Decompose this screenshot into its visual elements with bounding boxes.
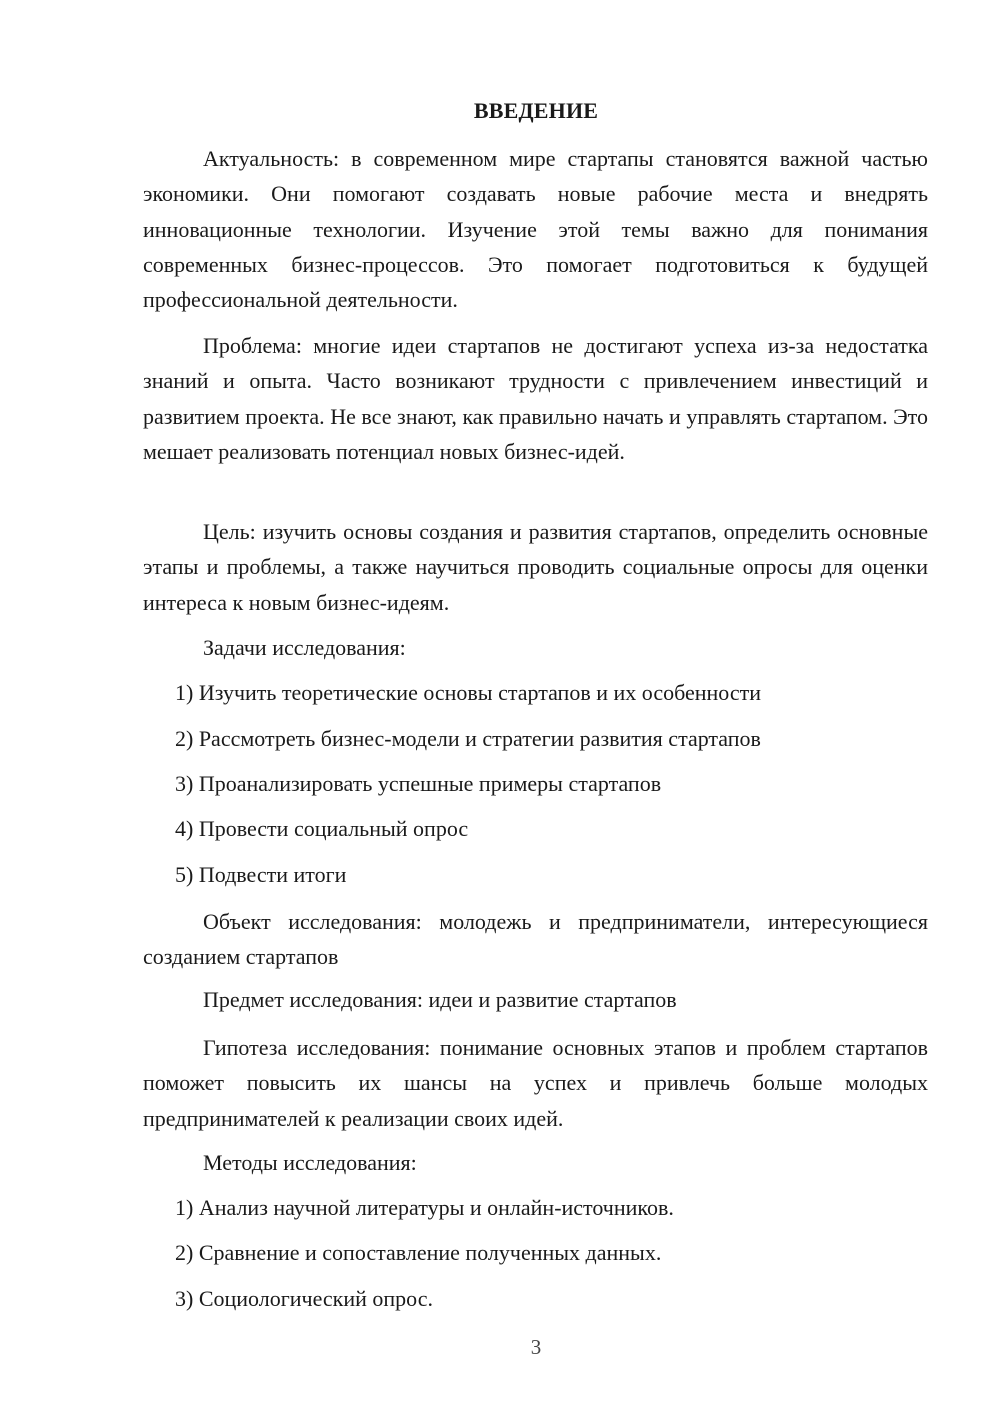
- method-item: 2) Сравнение и сопоставление полученных данных.: [175, 1240, 662, 1265]
- task-item: 2) Рассмотреть бизнес-модели и стратегии развития стартапов: [175, 726, 761, 751]
- goal-paragraph: Цель: изучить основы создания и развития стартапов, определить основные этапы и проблемы, а также научиться проводить социальные опросы для оценки интереса к новым бизнес-идеям.: [143, 519, 928, 615]
- tasks-heading: Задачи исследования:: [203, 635, 406, 660]
- task-item: 1) Изучить теоретические основы стартапов и их особенности: [175, 680, 761, 705]
- relevance-paragraph: Актуальность: в современном мире стартапы становятся важной частью экономики. Они помогают создавать новые рабочие места и внедрять инновационные технологии. Изучение этой темы важно для понимания современных бизнес-процессов. Это помогает подготовиться к будущей профессиональной деятельности.: [143, 146, 928, 313]
- task-item: 3) Проанализировать успешные примеры стартапов: [175, 771, 662, 796]
- methods-heading: Методы исследования:: [203, 1150, 417, 1175]
- subject-line: Предмет исследования: идеи и развитие стартапов: [203, 987, 677, 1012]
- method-item: 3) Социологический опрос.: [175, 1286, 433, 1311]
- hypothesis-paragraph: Гипотеза исследования: понимание основных этапов и проблем стартапов поможет повысить их шансы на успех и привлечь больше молодых предпринимателей к реализации своих идей.: [143, 1035, 928, 1131]
- problem-paragraph: Проблема: многие идеи стартапов не достигают успеха из-за недостатка знаний и опыта. Часто возникают трудности с привлечением инвестиций и развитием проекта. Не все знают, как правильно начать и управлять стартапом. Это мешает реализовать потенциал новых бизнес-идей.: [143, 333, 928, 464]
- task-item: 5) Подвести итоги: [175, 862, 347, 887]
- task-item: 4) Провести социальный опрос: [175, 816, 469, 841]
- method-item: 1) Анализ научной литературы и онлайн-источников.: [175, 1195, 674, 1220]
- object-paragraph: Объект исследования: молодежь и предприниматели, интересующиеся созданием стартапов: [143, 909, 928, 970]
- section-title: ВВЕДЕНИЕ: [473, 98, 599, 123]
- page-number: 3: [530, 1335, 542, 1359]
